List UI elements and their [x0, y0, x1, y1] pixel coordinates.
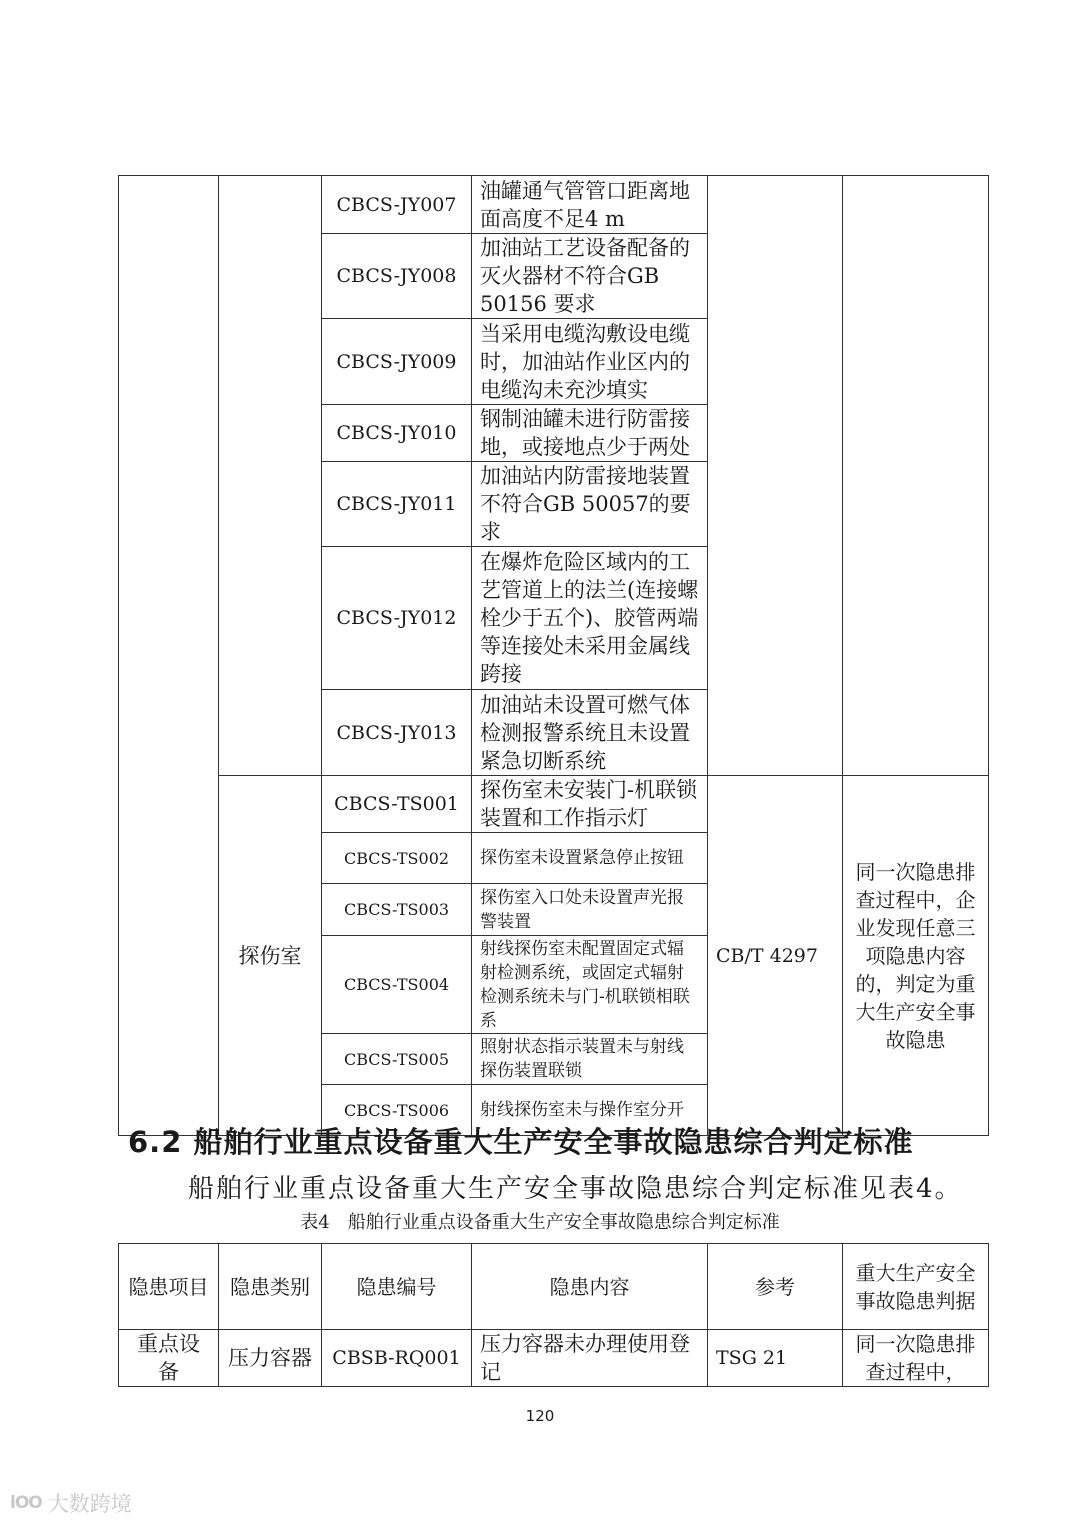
hazard-content: 探伤室未设置紧急停止按钮	[472, 833, 708, 884]
hazard-code: CBSB-RQ001	[322, 1330, 472, 1387]
hazard-code: CBCS-JY011	[322, 462, 472, 547]
hazard-content: 射线探伤室未配置固定式辐射检测系统，或固定式辐射检测系统未与门-机联锁相联系	[472, 936, 708, 1034]
hazard-item-cell	[119, 176, 219, 1136]
hazard-content: 加油站内防雷接地装置不符合GB 50057的要求	[472, 462, 708, 547]
reference-cell-fueling	[708, 176, 843, 776]
hazard-content: 加油站工艺设备配备的灭火器材不符合GB 50156 要求	[472, 234, 708, 319]
hazard-content: 射线探伤室未与操作室分开	[472, 1085, 708, 1136]
hazard-content: 压力容器未办理使用登记	[472, 1330, 708, 1387]
watermark-text: 大数跨境	[47, 1492, 132, 1516]
hazard-code: CBCS-TS001	[322, 776, 472, 833]
hazard-item: 重点设备	[119, 1330, 219, 1387]
hazard-content: 加油站未设置可燃气体检测报警系统且未设置紧急切断系统	[472, 690, 708, 776]
hazard-code: CBCS-TS003	[322, 884, 472, 936]
hazard-table-continued	[118, 175, 989, 1136]
header-basis: 重大生产安全事故隐患判据	[843, 1244, 989, 1330]
hazard-content: 当采用电缆沟敷设电缆时，加油站作业区内的电缆沟未充沙填实	[472, 319, 708, 405]
hazard-reference: TSG 21	[708, 1330, 843, 1387]
header-content: 隐患内容	[472, 1244, 708, 1330]
watermark-logo-icon: lOO	[10, 1493, 42, 1513]
hazard-code: CBCS-TS002	[322, 833, 472, 884]
hazard-content: 探伤室入口处未设置声光报警装置	[472, 884, 708, 936]
hazard-code: CBCS-JY007	[322, 176, 472, 234]
hazard-category: 压力容器	[219, 1330, 322, 1387]
hazard-basis: 同一次隐患排查过程中，	[843, 1330, 989, 1387]
hazard-code: CBCS-JY012	[322, 547, 472, 690]
watermark	[10, 1488, 132, 1518]
hazard-content: 照射状态指示装置未与射线探伤装置联锁	[472, 1034, 708, 1085]
header-category: 隐患类别	[219, 1244, 322, 1330]
hazard-content: 探伤室未安装门-机联锁装置和工作指示灯	[472, 776, 708, 833]
table-caption: 表4 船舶行业重点设备重大生产安全事故隐患综合判定标准	[300, 1212, 780, 1233]
hazard-code: CBCS-JY010	[322, 405, 472, 462]
category-cell-fueling	[219, 176, 322, 776]
hazard-table-4	[118, 1243, 989, 1387]
header-reference: 参考	[708, 1244, 843, 1330]
header-item: 隐患项目	[119, 1244, 219, 1330]
hazard-code: CBCS-JY008	[322, 234, 472, 319]
section-heading: 6.2 船舶行业重点设备重大生产安全事故隐患综合判定标准	[128, 1125, 914, 1159]
category-cell-flaw-detection: 探伤室	[219, 776, 322, 1136]
page-number: 120	[525, 1407, 555, 1425]
hazard-code: CBCS-JY009	[322, 319, 472, 405]
hazard-code: CBCS-JY013	[322, 690, 472, 776]
intro-paragraph: 船舶行业重点设备重大生产安全事故隐患综合判定标准见表4。	[188, 1174, 963, 1204]
hazard-code: CBCS-TS005	[322, 1034, 472, 1085]
hazard-content: 在爆炸危险区域内的工艺管道上的法兰(连接螺栓少于五个)、胶管两端等连接处未采用金属线跨接	[472, 547, 708, 690]
basis-cell-flaw: 同一次隐患排查过程中，企业发现任意三项隐患内容的，判定为重大生产安全事故隐患	[843, 776, 989, 1136]
reference-cell-flaw: CB/T 4297	[708, 776, 843, 1136]
hazard-content: 油罐通气管管口距离地面高度不足4 m	[472, 176, 708, 234]
header-code: 隐患编号	[322, 1244, 472, 1330]
hazard-content: 钢制油罐未进行防雷接地，或接地点少于两处	[472, 405, 708, 462]
hazard-code: CBCS-TS004	[322, 936, 472, 1034]
basis-cell-fueling	[843, 176, 989, 776]
hazard-code: CBCS-TS006	[322, 1085, 472, 1136]
